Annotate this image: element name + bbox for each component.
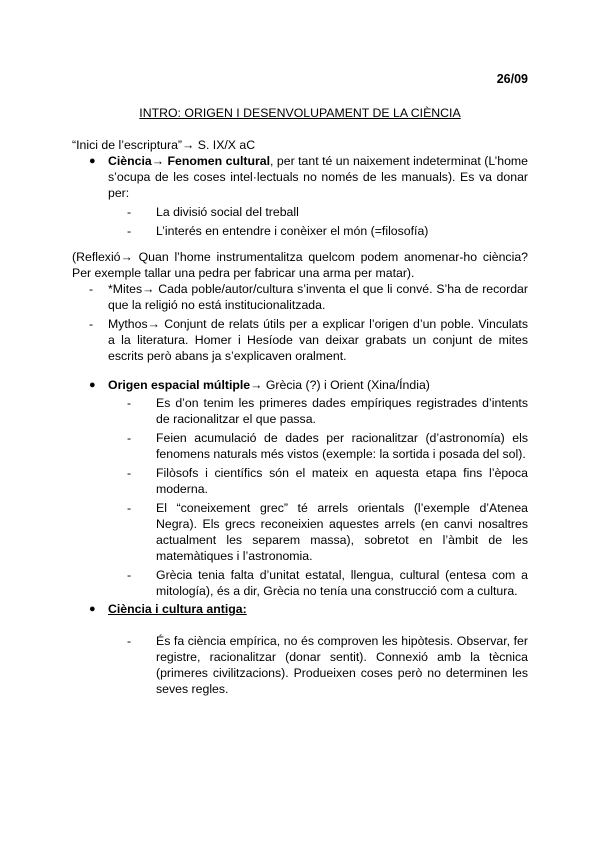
sub-item-text: Feien acumulació de dades per racionalitzar (d’astronomía) els fenomens naturals més vistos (exemple: la sortida i posada del sol).	[156, 431, 528, 461]
sub-item	[72, 223, 528, 239]
sub-item	[72, 395, 528, 427]
intro-line	[72, 137, 528, 153]
dash-icon: -	[127, 205, 132, 219]
bullet-cultura-antiga	[72, 601, 528, 697]
dash-icon: -	[89, 282, 94, 296]
sub-item	[72, 204, 528, 220]
sub-item	[72, 430, 528, 462]
bullet-text: , per tant té un naixement indeterminat (L’home s’ocupa de les coses intel·lectuals no només de les manuals). Es va donar per:	[108, 154, 528, 200]
list-item	[72, 377, 528, 393]
reflexio-paragraph	[72, 249, 528, 281]
dash-icon: -	[127, 568, 132, 582]
sub-item	[72, 633, 528, 697]
sub-item-text: Grècia tenia falta d’unitat estatal, llengua, cultural (entesa com a mitología), és a dir, Grècia no tenía una construcció com a cultura.	[156, 568, 528, 598]
sub-item	[72, 567, 528, 599]
item-text: Mythos→ Conjunt de relats útils per a explicar l’origen d’un poble. Vinculats a la literatura. Homer i Hesíode van deixar grabats un conjunt de mites escrits però abans ja s’explicaven oralment.	[108, 317, 528, 363]
bullet-icon: ●	[89, 379, 96, 391]
bullet-head: Origen espacial múltiple	[108, 378, 251, 392]
bullet-head: Ciència i cultura antiga:	[108, 602, 247, 616]
sub-item-text: Filòsofs i científics són el mateix en aquesta etapa fins l’època moderna.	[156, 466, 528, 496]
dash-icon: -	[127, 634, 132, 648]
list-item	[72, 153, 528, 201]
dash-icon: -	[127, 466, 132, 480]
reflexio-text: (Reflexió→ Quan l’home instrumentalitza quelcom podem anomenar-ho ciència? Per exemple tallar una pedra per fabricar una arma per matar).	[72, 250, 528, 280]
sub-item-text: L’interés en entendre i conèixer el món (=filosofía)	[156, 224, 429, 238]
bullet-head: Ciència→ Fenomen cultural	[108, 154, 271, 168]
sub-item-text: És fa ciència empírica, no és comproven les hipòtesis. Observar, fer registre, racionalitzar (donar sentit). Connexió amb la tècnica (primeres civilitzacions). Produeixen coses però no determinen les seves regles.	[156, 634, 528, 696]
dash-icon: -	[127, 501, 132, 515]
bullet-origen	[72, 377, 528, 599]
dash-icon: -	[127, 431, 132, 445]
bullet-text: → Grècia (?) i Orient (Xina/Índia)	[250, 378, 430, 392]
date: 26/09	[496, 72, 528, 86]
item-text: *Mites→ Cada poble/autor/cultura s’inventa el que li convé. S’ha de recordar que la religió no está institucionalitzada.	[108, 282, 528, 312]
sub-item	[72, 465, 528, 497]
sub-item-text: La divisió social del treball	[156, 205, 299, 219]
list-item	[72, 281, 528, 313]
dash-icon: -	[127, 224, 132, 238]
reflexio-list	[72, 281, 528, 364]
dash-icon: -	[89, 317, 94, 331]
bullet-icon: ●	[89, 155, 96, 167]
intro-text: “Inici de l’escriptura”→ S. IX/X aC	[72, 138, 256, 152]
sub-item-text: Es d’on tenim les primeres dades empíriques registrades d’intents de racionalitzar el que passa.	[156, 396, 528, 426]
sub-item-text: El “coneixement grec” té arrels orientals (l’exemple d’Atenea Negra). Els grecs reconeixien aquestes arrels (en canvi nosaltres actualment les separem massa), sobretot en l’àmbit de les matemàtiques i l’astronomia.	[156, 501, 528, 563]
list-item	[72, 601, 528, 617]
page-title: INTRO: ORIGEN I DESENVOLUPAMENT DE LA CIÈNCIA	[139, 106, 461, 120]
bullet-ciencia	[72, 153, 528, 239]
list-item	[72, 316, 528, 364]
bullet-icon: ●	[89, 603, 96, 615]
sub-item	[72, 500, 528, 564]
dash-icon: -	[127, 396, 132, 410]
